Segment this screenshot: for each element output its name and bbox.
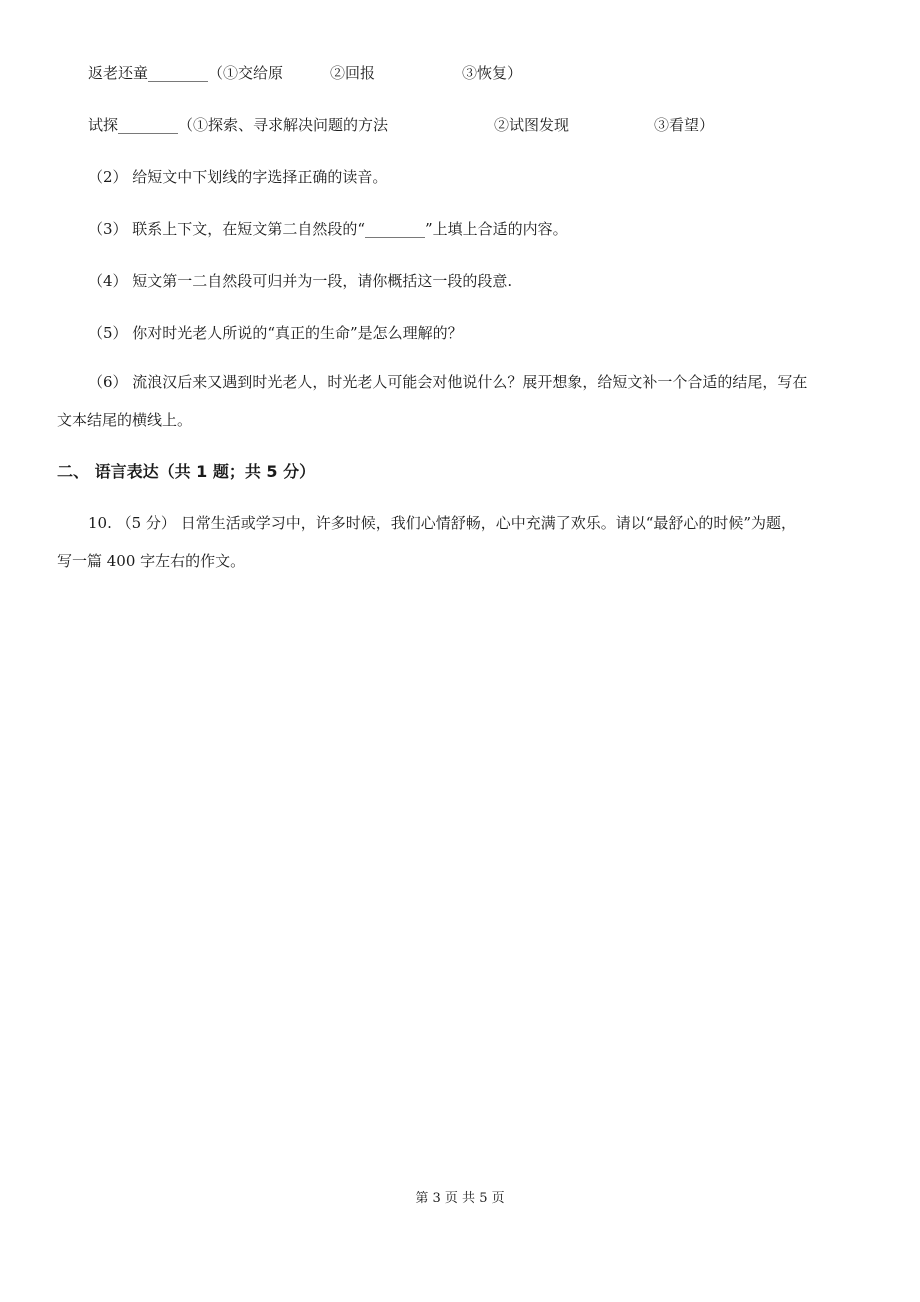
question-6-line-1: （6） 流浪汉后来又遇到时光老人，时光老人可能会对他说什么？展开想象，给短文补一个合适的结尾，写在 (88, 373, 808, 391)
question-10-line-1: 10. （5 分） 日常生活或学习中，许多时候，我们心情舒畅，心中充满了欢乐。请以“最舒心的时候”为题， (88, 514, 797, 532)
question-10-line-2: 写一篇 400 字左右的作文。 (57, 552, 246, 570)
question-6-line-2: 文本结尾的横线上。 (57, 411, 193, 429)
question-2: （2） 给短文中下划线的字选择正确的读音。 (88, 168, 388, 186)
page-number: 第 3 页 共 5 页 (415, 1191, 505, 1206)
question-3: （3） 联系上下文，在短文第二自然段的“________”上填上合适的内容。 (88, 220, 568, 238)
vocab-option-2-3: ③看望） (654, 116, 715, 134)
question-4: （4） 短文第一二自然段可归并为一段，请你概括这一段的段意. (88, 272, 513, 290)
vocab-term-2: 试探________（①探索、寻求解决问题的方法 (88, 116, 389, 134)
vocab-option-2-2: ②试图发现 (494, 116, 570, 134)
vocab-option-1-2: ②回报 (330, 64, 376, 82)
question-5: （5） 你对时光老人所说的“真正的生命”是怎么理解的？ (88, 324, 463, 342)
section-heading: 二、 语言表达（共 1 题；共 5 分） (57, 462, 316, 481)
vocab-term-1: 返老还童________（①交给原 (88, 64, 284, 82)
vocab-option-1-3: ③恢复） (462, 64, 523, 82)
